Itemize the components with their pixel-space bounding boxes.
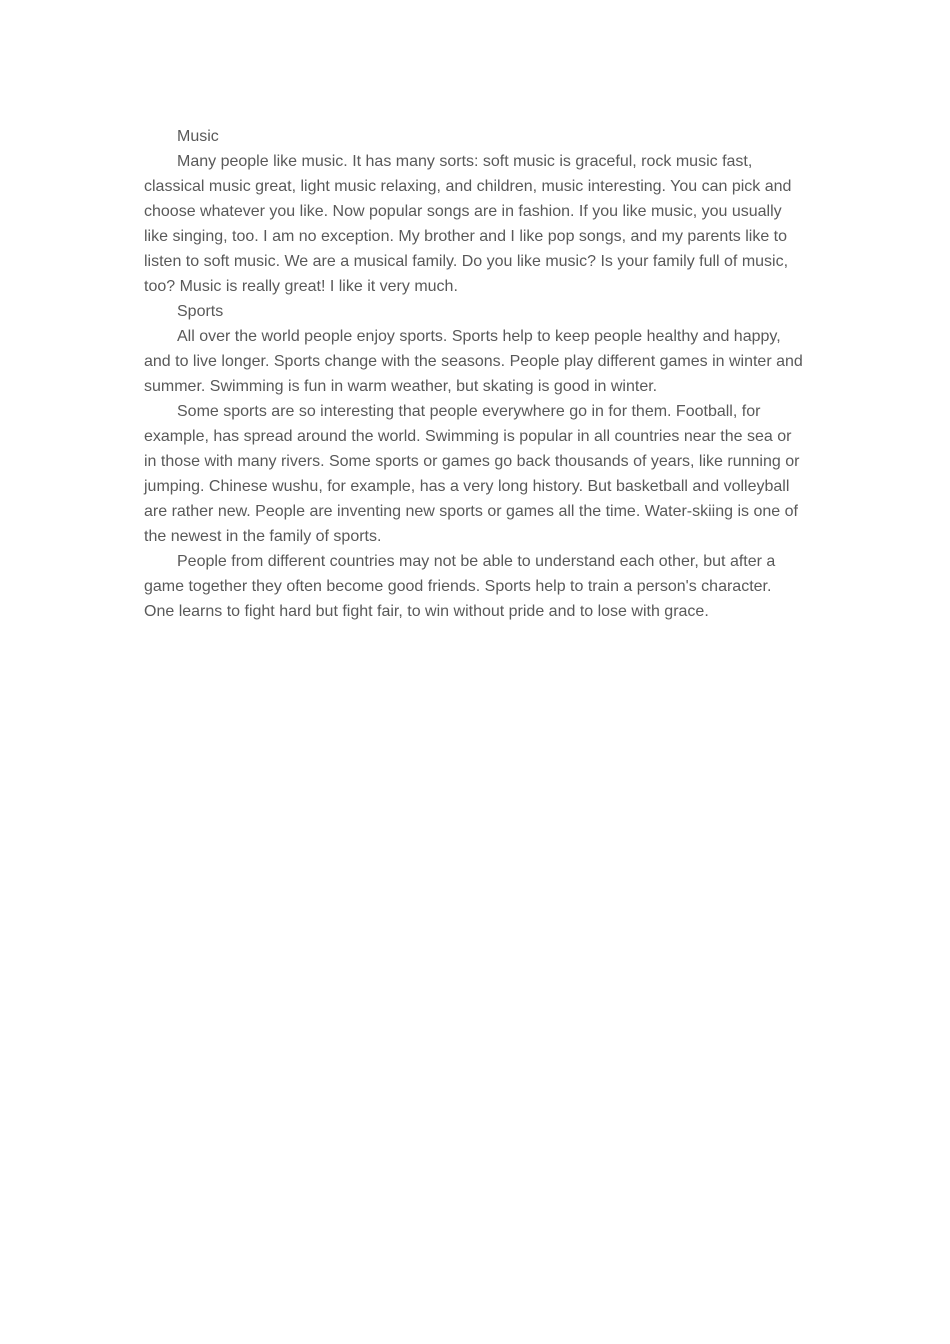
sports-paragraph-1: All over the world people enjoy sports. Sports help to keep people healthy and happy, and to live longer. Sports change with the seasons. People play different games in winter and summer. Swimming is fun in warm weather, but skating is good in winter. bbox=[144, 328, 803, 395]
section-heading-sports: Sports bbox=[177, 303, 224, 320]
sports-paragraph-3: People from different countries may not be able to understand each other, but after a game together they often become good friends. Sports help to train a person's character. One learns to fight hard but fight fair, to win without pride and to lose with grace. bbox=[144, 553, 776, 620]
document-body bbox=[144, 124, 806, 624]
sports-paragraph-2: Some sports are so interesting that people everywhere go in for them. Football, for example, has spread around the world. Swimming is popular in all countries near the sea or in those with many rivers. Some sports or games go back thousands of years, like running or jumping. Chinese wushu, for example, has a very long history. But basketball and volleyball are rather new. People are inventing new sports or games all the time. Water-skiing is one of the newest in the family of sports. bbox=[144, 403, 800, 545]
music-paragraph: Many people like music. It has many sorts: soft music is graceful, rock music fast, classical music great, light music relaxing, and children, music interesting. You can pick and choose whatever you like. Now popular songs are in fashion. If you like music, you usually like singing, too. I am no exception. My brother and I like pop songs, and my parents like to listen to soft music. We are a musical family. Do you like music? Is your family full of music, too? Music is really great! I like it very much. bbox=[144, 153, 792, 295]
section-heading-music: Music bbox=[177, 128, 219, 145]
